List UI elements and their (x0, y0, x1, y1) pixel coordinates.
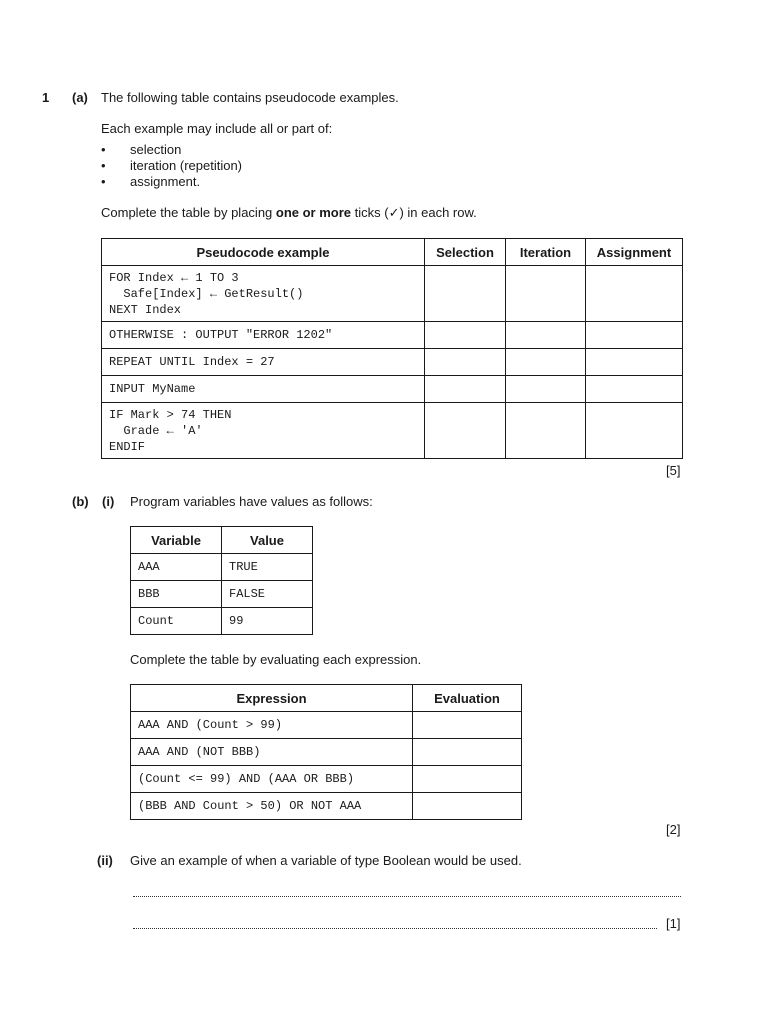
bullet-item: iteration (repetition) (130, 158, 242, 173)
header-assignment: Assignment (586, 239, 683, 266)
header-variable: Variable (131, 527, 222, 554)
header-iteration: Iteration (506, 239, 586, 266)
iteration-answer-cell[interactable] (506, 266, 586, 322)
expression-table (130, 684, 522, 820)
selection-answer-cell[interactable] (425, 403, 506, 459)
header-pseudocode: Pseudocode example (102, 239, 425, 266)
expression-header-row (131, 685, 522, 712)
evaluation-answer-cell[interactable] (413, 766, 522, 793)
assignment-answer-cell[interactable] (586, 322, 683, 349)
expression-cell: (BBB AND Count > 50) OR NOT AAA (131, 793, 413, 820)
variables-table (130, 526, 313, 635)
variable-value: FALSE (222, 581, 313, 608)
variable-name: BBB (131, 581, 222, 608)
selection-answer-cell[interactable] (425, 266, 506, 322)
selection-answer-cell[interactable] (425, 349, 506, 376)
pseudocode-cell: REPEAT UNTIL Index = 27 (102, 349, 425, 376)
part-b-ii-marks: [1] (666, 916, 681, 931)
instruction-pre: Complete the table by placing (101, 205, 276, 220)
header-value: Value (222, 527, 313, 554)
expression-cell: AAA AND (NOT BBB) (131, 739, 413, 766)
evaluation-answer-cell[interactable] (413, 739, 522, 766)
variables-header-row (131, 527, 313, 554)
iteration-answer-cell[interactable] (506, 376, 586, 403)
table-row (131, 608, 313, 635)
bullet-marker: • (101, 158, 106, 173)
variable-value: TRUE (222, 554, 313, 581)
answer-line[interactable] (133, 928, 657, 929)
part-a-intro: The following table contains pseudocode examples. (101, 90, 399, 105)
iteration-answer-cell[interactable] (506, 349, 586, 376)
assignment-answer-cell[interactable] (586, 266, 683, 322)
part-b-i-instruction: Complete the table by evaluating each expression. (130, 652, 422, 667)
selection-answer-cell[interactable] (425, 322, 506, 349)
variable-name: Count (131, 608, 222, 635)
table-row (131, 739, 522, 766)
header-selection: Selection (425, 239, 506, 266)
header-evaluation: Evaluation (413, 685, 522, 712)
expression-cell: AAA AND (Count > 99) (131, 712, 413, 739)
bullet-item: selection (130, 142, 182, 157)
pseudocode-cell: FOR Index ← 1 TO 3 Safe[Index] ← GetResult() NEXT Index (102, 266, 425, 322)
part-b-ii-question: Give an example of when a variable of type Boolean would be used. (130, 853, 522, 868)
assignment-answer-cell[interactable] (586, 349, 683, 376)
part-a-marks: [5] (666, 463, 681, 478)
table-row (102, 376, 683, 403)
iteration-answer-cell[interactable] (506, 403, 586, 459)
pseudocode-table (101, 238, 683, 459)
table-row (102, 349, 683, 376)
part-b-label: (b) (72, 494, 89, 509)
assignment-answer-cell[interactable] (586, 376, 683, 403)
part-a-instruction (101, 205, 477, 221)
header-expression: Expression (131, 685, 413, 712)
evaluation-answer-cell[interactable] (413, 712, 522, 739)
selection-answer-cell[interactable] (425, 376, 506, 403)
variable-value: 99 (222, 608, 313, 635)
evaluation-answer-cell[interactable] (413, 793, 522, 820)
table-row (102, 322, 683, 349)
table-row (102, 266, 683, 322)
table-row (102, 403, 683, 459)
part-b-i-marks: [2] (666, 822, 681, 837)
part-a-each-line: Each example may include all or part of: (101, 121, 333, 136)
part-a-label: (a) (72, 90, 88, 105)
pseudocode-cell: INPUT MyName (102, 376, 425, 403)
pseudocode-cell: IF Mark > 74 THEN Grade ← 'A' ENDIF (102, 403, 425, 459)
pseudocode-cell: OTHERWISE : OUTPUT "ERROR 1202" (102, 322, 425, 349)
answer-line[interactable] (133, 896, 681, 897)
bullet-item: assignment. (130, 174, 201, 189)
part-b-i-label: (i) (102, 494, 115, 509)
variable-name: AAA (131, 554, 222, 581)
table-row (131, 712, 522, 739)
iteration-answer-cell[interactable] (506, 322, 586, 349)
table-row (131, 581, 313, 608)
table-row (131, 554, 313, 581)
pseudocode-header-row (102, 239, 683, 266)
part-b-ii-label: (ii) (97, 853, 113, 868)
bullet-marker: • (101, 174, 106, 189)
table-row (131, 793, 522, 820)
instruction-bold: one or more (275, 205, 352, 220)
table-row (131, 766, 522, 793)
assignment-answer-cell[interactable] (586, 403, 683, 459)
bullet-list (101, 142, 401, 192)
bullet-marker: • (101, 142, 106, 157)
instruction-post: ticks (✓) in each row. (351, 205, 477, 220)
part-b-i-intro: Program variables have values as follows: (130, 494, 373, 509)
expression-cell: (Count <= 99) AND (AAA OR BBB) (131, 766, 413, 793)
question-number: 1 (42, 90, 50, 105)
